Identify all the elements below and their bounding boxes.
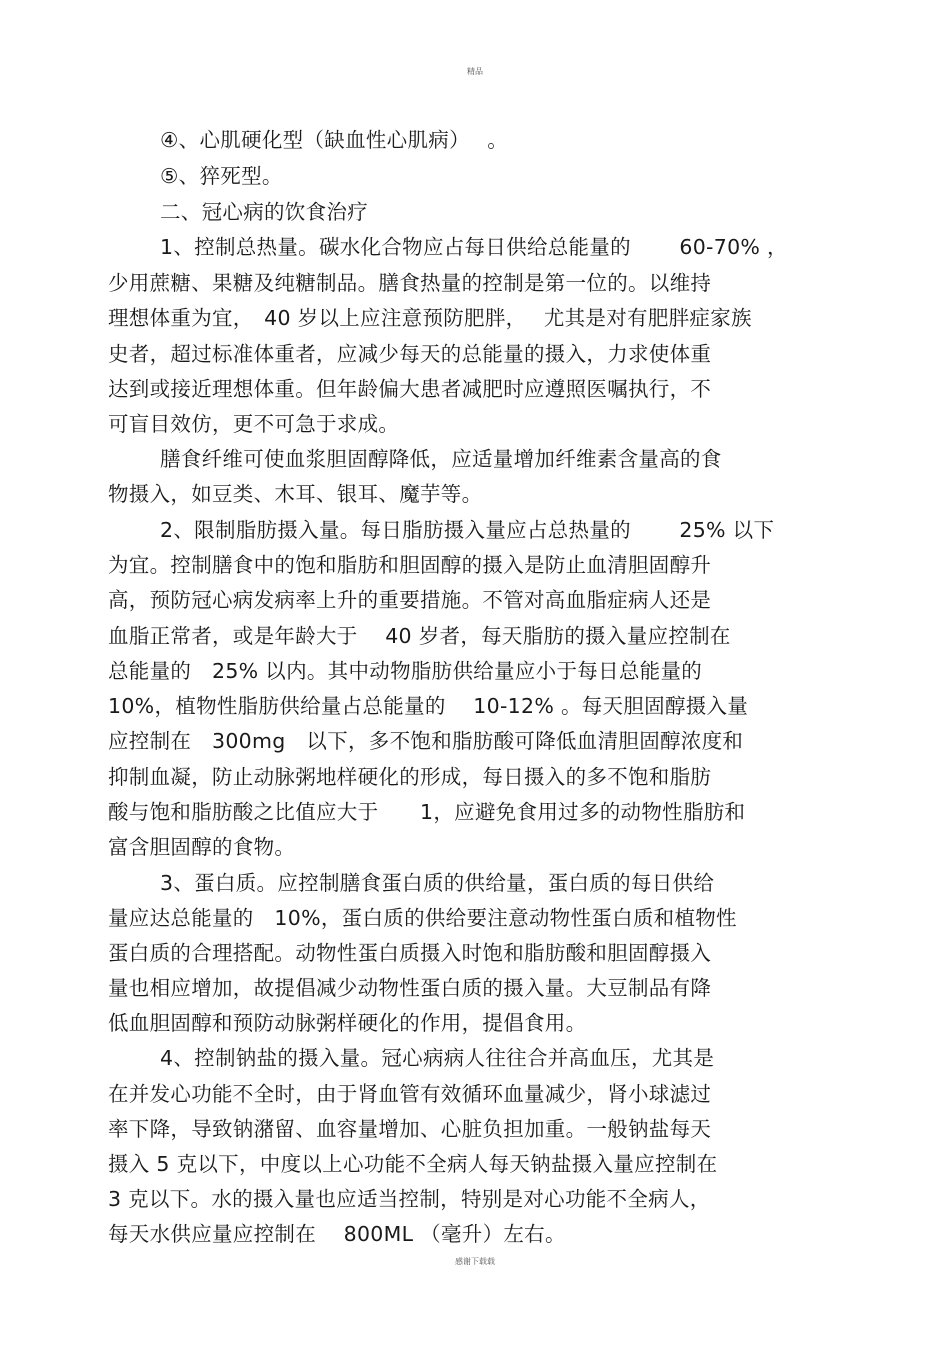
text-line: 率下降，导致钠潴留、血容量增加、心脏负担加重。一般钠盐每天 bbox=[108, 1117, 712, 1141]
text-line: 2、限制脂肪摄入量。每日脂肪摄入量应占总热量的 25% 以下 bbox=[160, 518, 775, 542]
text-line: 量也相应增加，故提倡减少动物性蛋白质的摄入量。大豆制品有降 bbox=[108, 976, 712, 1000]
text-line: 史者，超过标准体重者，应减少每天的总能量的摄入，力求使体重 bbox=[108, 342, 712, 366]
text-line: 富含胆固醇的食物。 bbox=[108, 835, 296, 859]
page-footer: 感谢下载载 bbox=[455, 1257, 495, 1266]
text-line: 量应达总能量的 10%，蛋白质的供给要注意动物性蛋白质和植物性 bbox=[108, 906, 737, 930]
text-line: 理想体重为宜， 40 岁以上应注意预防肥胖， 尤其是对有肥胖症家族 bbox=[108, 306, 752, 330]
text-line: 抑制血凝，防止动脉粥地样硬化的形成，每日摄入的多不饱和脂肪 bbox=[108, 765, 712, 789]
text-line: 血脂正常者，或是年龄大于 40 岁者，每天脂肪的摄入量应控制在 bbox=[108, 624, 731, 648]
text-line: 达到或接近理想体重。但年龄偏大患者减肥时应遵照医嘱执行，不 bbox=[108, 377, 712, 401]
text-line: 在并发心功能不全时，由于肾血管有效循环血量减少，肾小球滤过 bbox=[108, 1082, 712, 1106]
text-line: 少用蔗糖、果糖及纯糖制品。膳食热量的控制是第一位的。以维持 bbox=[108, 271, 712, 295]
text-line: ④、心肌硬化型（缺血性心肌病） 。 bbox=[160, 128, 509, 152]
text-line: 3、蛋白质。应控制膳食蛋白质的供给量，蛋白质的每日供给 bbox=[160, 871, 715, 895]
section-heading: 二、冠心病的饮食治疗 bbox=[160, 200, 368, 224]
text-line: 为宜。控制膳食中的饱和脂肪和胆固醇的摄入是防止血清胆固醇升 bbox=[108, 553, 712, 577]
text-line: 低血胆固醇和预防动脉粥样硬化的作用，提倡食用。 bbox=[108, 1011, 587, 1035]
page-header: 精品 bbox=[467, 67, 483, 76]
text-line: ⑤、猝死型。 bbox=[160, 164, 283, 188]
text-line: 高，预防冠心病发病率上升的重要措施。不管对高血脂症病人还是 bbox=[108, 588, 712, 612]
text-line: 可盲目效仿，更不可急于求成。 bbox=[108, 412, 400, 436]
text-line: 每天水供应量应控制在 800ML （毫升）左右。 bbox=[108, 1222, 566, 1246]
text-line: 酸与饱和脂肪酸之比值应大于 1，应避免食用过多的动物性脂肪和 bbox=[108, 800, 746, 824]
text-line: 物摄入，如豆类、木耳、银耳、魔芋等。 bbox=[108, 482, 483, 506]
text-line: 蛋白质的合理搭配。动物性蛋白质摄入时饱和脂肪酸和胆固醇摄入 bbox=[108, 941, 712, 965]
text-line: 10%，植物性脂肪供给量占总能量的 10-12% 。每天胆固醇摄入量 bbox=[108, 694, 749, 718]
text-line: 总能量的 25% 以内。其中动物脂肪供给量应小于每日总能量的 bbox=[108, 659, 703, 683]
text-line: 摄入 5 克以下，中度以上心功能不全病人每天钠盐摄入量应控制在 bbox=[108, 1152, 718, 1176]
text-line: 应控制在 300mg 以下，多不饱和脂肪酸可降低血清胆固醇浓度和 bbox=[108, 729, 744, 753]
text-line: 4、控制钠盐的摄入量。冠心病病人往往合并高血压，尤其是 bbox=[160, 1046, 715, 1070]
text-line: 膳食纤维可使血浆胆固醇降低，应适量增加纤维素含量高的食 bbox=[160, 447, 722, 471]
text-line: 3 克以下。水的摄入量也应适当控制，特别是对心功能不全病人， bbox=[108, 1187, 711, 1211]
text-line: 1、控制总热量。碳水化合物应占每日供给总能量的 60-70% ， bbox=[160, 235, 788, 259]
